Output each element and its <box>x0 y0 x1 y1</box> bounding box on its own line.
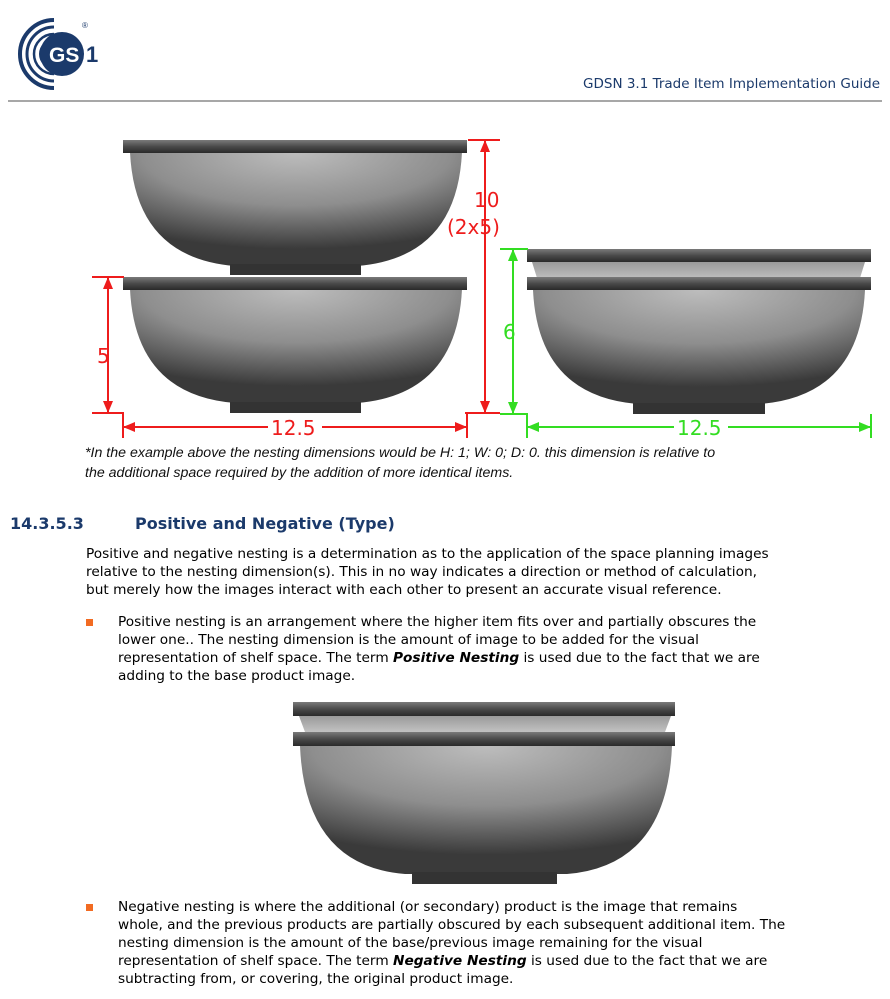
bullet-marker-positive <box>86 615 96 625</box>
negative-line-1: Negative nesting is where the additional (or secondary) product is the image that remains <box>118 899 738 915</box>
logo-one-text: 1 <box>86 42 99 67</box>
negative-nesting-term: Negative Nesting <box>393 953 527 969</box>
logo-gs-text: GS <box>49 44 80 67</box>
nested-height-label: 6 <box>503 320 516 344</box>
positive-nesting-image <box>290 698 680 888</box>
negative-line-4 <box>118 952 883 970</box>
stack-height-formula: (2x5) <box>447 215 500 239</box>
stacked-bowl-top <box>123 140 467 275</box>
section-title: Positive and Negative (Type) <box>135 514 395 533</box>
nested-bowls <box>527 249 871 414</box>
stacked-bowl-bottom <box>123 277 467 413</box>
nesting-diagram <box>0 130 890 445</box>
positive-line-3-after: is used due to the fact that we are <box>519 650 760 666</box>
positive-line-1: Positive nesting is an arrangement where the higher item fits over and partially obscures the <box>118 614 757 630</box>
figure-caption <box>85 443 870 483</box>
caption-line-2: the additional space required by the addition of more identical items. <box>85 465 514 481</box>
positive-line-2: lower one.. The nesting dimension is the amount of image to be added for the visual <box>118 632 699 648</box>
section-number: 14.3.5.3 <box>10 514 84 533</box>
intro-line-3: but merely how the images interact with each other to present an accurate visual reference. <box>86 582 722 598</box>
stack-height-dimension <box>465 140 500 413</box>
stack-height-label: 10 <box>474 188 500 212</box>
logo-registered-mark: ® <box>82 21 88 30</box>
header-divider <box>8 100 882 102</box>
negative-line-4-after: is used due to the fact that we are <box>526 953 768 969</box>
single-height-label: 5 <box>97 344 110 368</box>
caption-line-1: *In the example above the nesting dimensions would be H: 1; W: 0; D: 0. this dimension is relative to <box>85 445 716 461</box>
left-width-label: 12.5 <box>271 416 316 440</box>
gs1-logo <box>14 14 110 94</box>
negative-line-4-before: representation of shelf space. The term <box>118 953 393 969</box>
positive-nesting-term: Positive Nesting <box>393 650 520 666</box>
negative-line-2: whole, and the previous products are partially obscured by each subsequent additional item. The <box>118 917 786 933</box>
negative-line-3: nesting dimension is the amount of the base/previous image remaining for the visual <box>118 935 703 951</box>
intro-line-1: Positive and negative nesting is a determination as to the application of the space planning images <box>86 546 769 562</box>
positive-line-4: adding to the base product image. <box>118 668 356 684</box>
negative-nesting-paragraph <box>118 898 883 988</box>
right-width-label: 12.5 <box>677 416 722 440</box>
intro-line-2: relative to the nesting dimension(s). This in no way indicates a direction or method of calculation, <box>86 564 758 580</box>
document-title: GDSN 3.1 Trade Item Implementation Guide <box>583 76 880 92</box>
positive-nesting-paragraph <box>118 613 883 685</box>
positive-line-3-before: representation of shelf space. The term <box>118 650 393 666</box>
negative-line-5: subtracting from, or covering, the original product image. <box>118 971 514 987</box>
positive-line-3 <box>118 649 883 667</box>
bullet-marker-negative <box>86 900 96 910</box>
intro-paragraph <box>86 545 881 599</box>
